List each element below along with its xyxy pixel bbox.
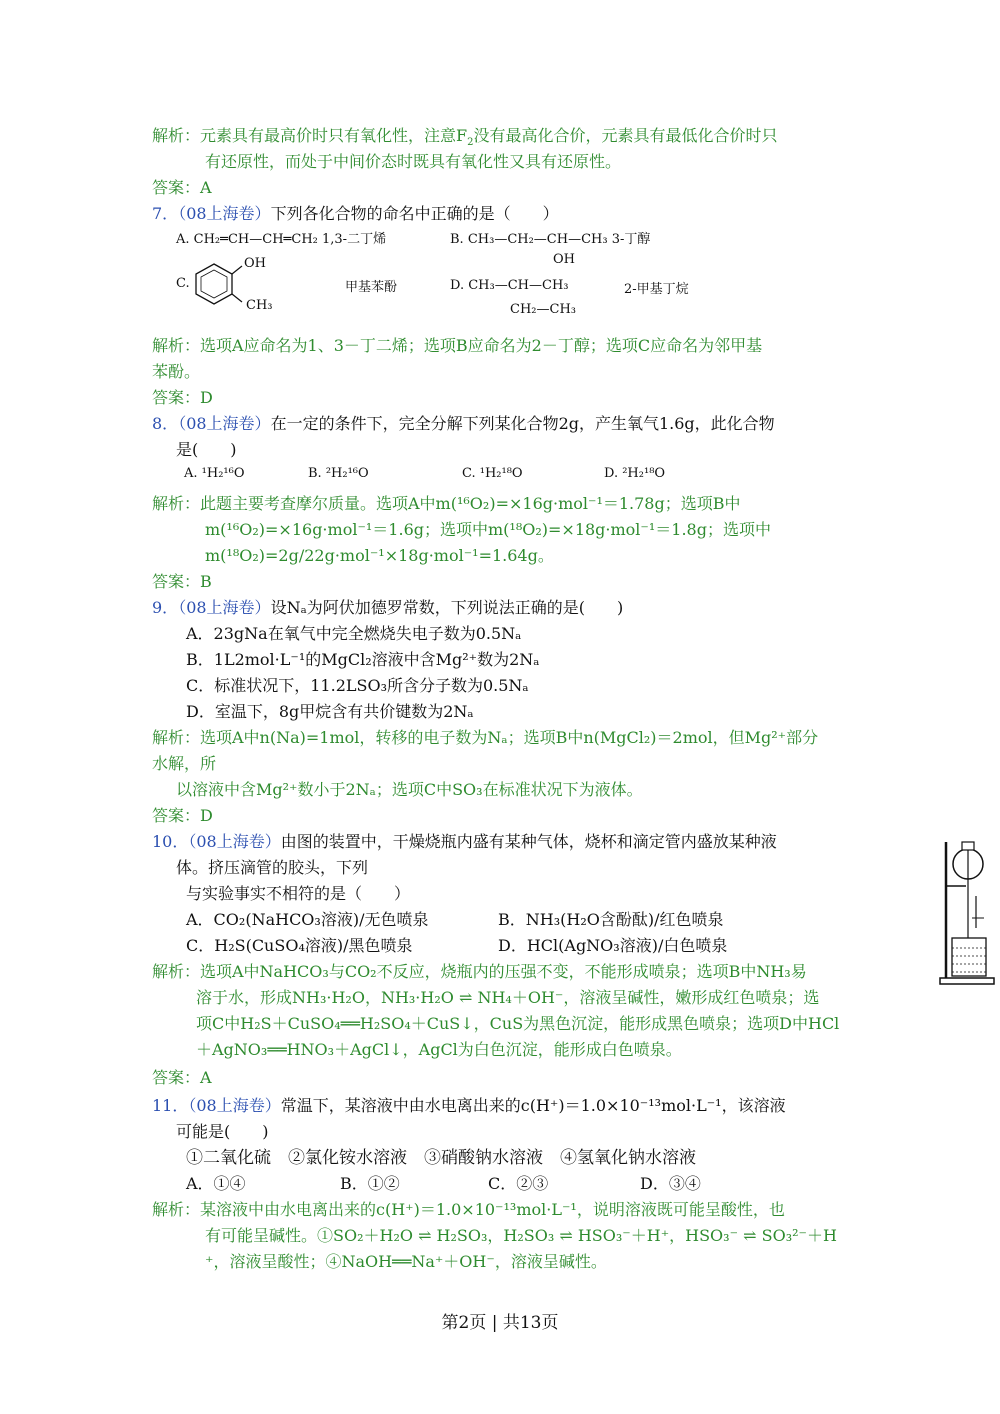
q11-option-c: C．②③ bbox=[488, 1174, 549, 1193]
q8-option-c: C. ¹H₂¹⁸O bbox=[462, 466, 523, 481]
q8-analysis-line-1: 解析：此题主要考查摩尔质量。选项A中m(¹⁶O₂)=×16g·mol⁻¹＝1.78g；选项B中 bbox=[152, 494, 741, 513]
q10-stem-3: 与实验事实不相符的是（ ） bbox=[186, 884, 411, 903]
q9-option-c: C．标准状况下，11.2LSO₃所含分子数为0.5Nₐ bbox=[186, 676, 529, 695]
q11-number: 11． bbox=[152, 1096, 189, 1115]
q11-option-b: B．①② bbox=[340, 1174, 400, 1193]
q8-answer: 答案：B bbox=[152, 572, 212, 591]
q9-analysis-line-2: 水解，所 bbox=[152, 754, 217, 773]
q7-option-c-name: 甲基苯酚 bbox=[345, 280, 398, 295]
q8-analysis-line-3: m(¹⁸O₂)=2g/22g·mol⁻¹×18g·mol⁻¹=1.64g。 bbox=[205, 546, 554, 565]
q10-option-c: C．H₂S(CuSO₄溶液)/黑色喷泉 bbox=[186, 936, 413, 955]
q10-option-d: D．HCl(AgNO₃溶液)/白色喷泉 bbox=[498, 936, 728, 955]
q8-stem: 8．（08上海卷）在一定的条件下，完全分解下列某化合物2g，产生氧气1.6g，此化合物 bbox=[152, 414, 775, 433]
q11-items: ①二氧化硫 ②氯化铵水溶液 ③硝酸钠水溶液 ④氢氧化钠水溶液 bbox=[186, 1148, 696, 1168]
q10-stem-2: 体。挤压滴管的胶头，下列 bbox=[176, 858, 369, 877]
q10-option-a: A．CO₂(NaHCO₃溶液)/无色喷泉 bbox=[186, 910, 429, 929]
q7-stem: 7．（08上海卷）下列各化合物的命名中正确的是（ ） bbox=[152, 204, 559, 223]
q7-analysis-line-2: 苯酚。 bbox=[152, 362, 201, 381]
q8-number: 8． bbox=[152, 414, 179, 433]
q10-analysis-line-2: 溶于水，形成NH₃·H₂O，NH₃·H₂O ⇌ NH₄＋OH⁻，溶液呈碱性，嫩形成红色喷泉；选 bbox=[196, 988, 820, 1007]
q7-option-c-ch3: CH₃ bbox=[246, 298, 273, 313]
q10-stem: 10．（08上海卷）由图的装置中，干燥烧瓶内盛有某种气体，烧杯和滴定管内盛放某种液 bbox=[152, 832, 777, 851]
q9-source: （08上海卷） bbox=[178, 598, 271, 617]
q7-source: （08上海卷） bbox=[178, 204, 271, 223]
q10-analysis-line-3: 项C中H₂S＋CuSO₄══H₂SO₄＋CuS↓，CuS为黑色沉淀，能形成黑色喷泉；选项D中HCl bbox=[196, 1014, 840, 1033]
q6-analysis-line-2: 有还原性，而处于中间价态时既具有氧化性又具有还原性。 bbox=[205, 152, 622, 171]
page-footer: 第2页 | 共13页 bbox=[441, 1313, 559, 1333]
q11-source: （08上海卷） bbox=[188, 1096, 281, 1115]
q7-option-c-label: C. bbox=[176, 276, 190, 291]
q8-stem-2: 是( ) bbox=[176, 440, 237, 459]
q7-option-b: B. CH₃—CH₂—CH—CH₃ 3-丁醇 bbox=[450, 232, 651, 247]
q9-option-b: B．1L2mol·L⁻¹的MgCl₂溶液中含Mg²⁺数为2Nₐ bbox=[186, 650, 540, 669]
fountain-apparatus-diagram bbox=[938, 838, 996, 988]
q7-number: 7． bbox=[152, 204, 179, 223]
q11-stem-2: 可能是( ) bbox=[176, 1122, 269, 1141]
q11-option-d: D．③④ bbox=[640, 1174, 701, 1193]
q10-analysis-line-1: 解析：选项A中NaHCO₃与CO₂不反应，烧瓶内的压强不变，不能形成喷泉；选项B中NH₃易 bbox=[152, 962, 807, 981]
q6-analysis-line-1: 解析：元素具有最高价时只有氧化性，注意$F_2$没有最高化合价，元素具有最低化合价时只 bbox=[152, 126, 778, 149]
q9-stem: 9．（08上海卷）设Nₐ为阿伏加德罗常数，下列说法正确的是( ) bbox=[152, 598, 624, 617]
q10-analysis-line-4: ＋AgNO₃══HNO₃＋AgCl↓，AgCl为白色沉淀，能形成白色喷泉。 bbox=[196, 1040, 682, 1059]
q9-option-d: D．室温下，8g甲烷含有共价键数为2Nₐ bbox=[186, 702, 474, 721]
q11-option-a: A．①④ bbox=[186, 1174, 246, 1193]
q7-option-d-branch: CH₂—CH₃ bbox=[510, 302, 576, 317]
q7-option-d: D. CH₃—CH—CH₃ bbox=[450, 278, 569, 293]
q9-answer: 答案：D bbox=[152, 806, 213, 825]
q7-benzene-ring-diagram bbox=[192, 258, 252, 310]
q10-answer: 答案：A bbox=[152, 1068, 212, 1087]
q7-option-c-oh: OH bbox=[244, 256, 266, 271]
q11-analysis-line-1: 解析：某溶液中由水电离出来的c(H⁺)＝1.0×10⁻¹³mol·L⁻¹，说明溶液既可能呈酸性，也 bbox=[152, 1200, 785, 1219]
q6-answer: 答案：A bbox=[152, 178, 212, 197]
q10-option-b: B．NH₃(H₂O含酚酞)/红色喷泉 bbox=[498, 910, 724, 929]
q11-stem: 11．（08上海卷）常温下，某溶液中由水电离出来的c(H⁺)＝1.0×10⁻¹³mol·L⁻¹，该溶液 bbox=[152, 1096, 786, 1115]
q9-number: 9． bbox=[152, 598, 179, 617]
q9-analysis-line-1: 解析：选项A中n(Na)=1mol，转移的电子数为Nₐ；选项B中n(MgCl₂)＝2mol，但Mg²⁺部分 bbox=[152, 728, 819, 747]
q7-option-a: A. CH₂═CH—CH═CH₂ 1,3-二丁烯 bbox=[176, 232, 387, 247]
q7-option-d-name: 2-甲基丁烷 bbox=[624, 282, 689, 297]
q9-analysis-line-3: 以溶液中含Mg²⁺数小于2Nₐ；选项C中SO₃在标准状况下为液体。 bbox=[176, 780, 643, 799]
q8-analysis-line-2: m(¹⁶O₂)=×16g·mol⁻¹＝1.6g；选项中m(¹⁸O₂)=×18g·mol⁻¹＝1.8g；选项中 bbox=[205, 520, 771, 539]
q8-source: （08上海卷） bbox=[178, 414, 271, 433]
q11-analysis-line-3: ⁺，溶液呈酸性；④NaOH══Na⁺＋OH⁻，溶液呈碱性。 bbox=[205, 1252, 607, 1271]
q10-number: 10． bbox=[152, 832, 189, 851]
q9-option-a: A．23gNa在氧气中完全燃烧失电子数为0.5Nₐ bbox=[186, 624, 522, 643]
q8-option-a: A. ¹H₂¹⁶O bbox=[184, 466, 245, 481]
q10-source: （08上海卷） bbox=[188, 832, 281, 851]
q7-option-b-oh: OH bbox=[553, 252, 575, 267]
q11-analysis-line-2: 有可能呈碱性。①SO₂＋H₂O ⇌ H₂SO₃，H₂SO₃ ⇌ HSO₃⁻＋H⁺，HSO₃⁻ ⇌ SO₃²⁻＋H bbox=[205, 1226, 837, 1245]
q8-option-b: B. ²H₂¹⁶O bbox=[308, 466, 369, 481]
q7-answer: 答案：D bbox=[152, 388, 213, 407]
q8-option-d: D. ²H₂¹⁸O bbox=[604, 466, 666, 481]
q7-analysis-line-1: 解析：选项A应命名为1、3－丁二烯；选项B应命名为2－丁醇；选项C应命名为邻甲基 bbox=[152, 336, 763, 355]
